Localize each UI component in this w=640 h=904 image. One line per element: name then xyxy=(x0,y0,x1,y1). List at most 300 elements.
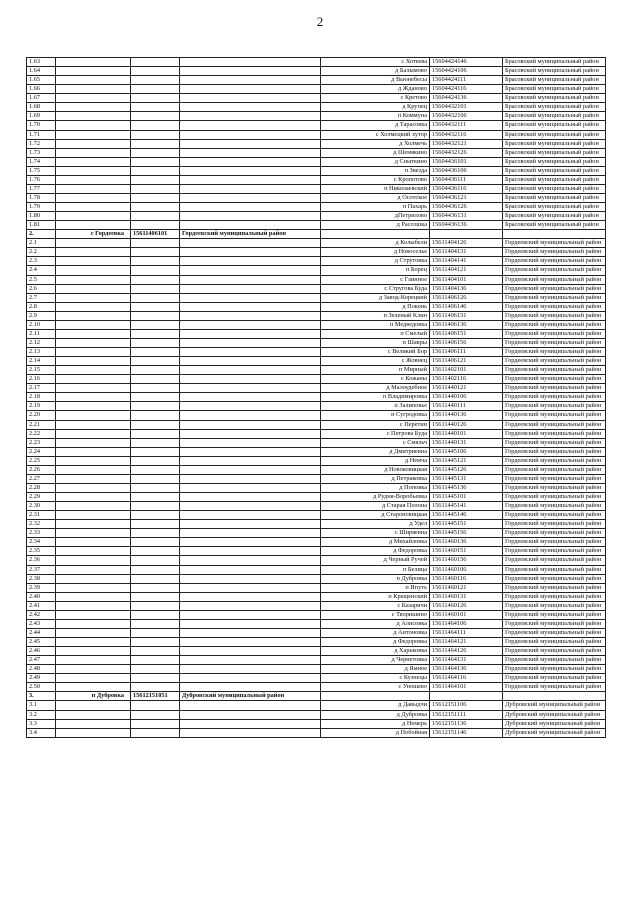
center-district-cell xyxy=(180,583,321,592)
center-oktmo-code-cell xyxy=(131,366,180,375)
center-oktmo-code-cell xyxy=(131,121,180,130)
center-oktmo-code-cell xyxy=(131,438,180,447)
center-oktmo-code-cell xyxy=(131,420,180,429)
settlement-name-cell: п Коммуна xyxy=(321,112,430,121)
center-oktmo-code-cell xyxy=(131,520,180,529)
center-oktmo-code-cell: 15611406101 xyxy=(131,230,180,239)
center-district-cell xyxy=(180,483,321,492)
center-oktmo-code-cell xyxy=(131,320,180,329)
settlement-oktmo-code-cell: 15612151146 xyxy=(430,728,503,737)
row-number-cell: 1.75 xyxy=(27,166,56,175)
table-row xyxy=(27,619,606,628)
center-settlement-cell xyxy=(56,239,131,248)
settlement-oktmo-code-cell: 15611464101 xyxy=(430,683,503,692)
table-row xyxy=(27,67,606,76)
center-district-cell: Гордеевский муниципальный район xyxy=(180,230,321,239)
center-settlement-cell xyxy=(56,103,131,112)
center-settlement-cell xyxy=(56,628,131,637)
settlement-name-cell: д Новоселье xyxy=(321,248,430,257)
settlement-oktmo-code-cell: 15611445156 xyxy=(430,529,503,538)
settlement-name-cell: п Шавры xyxy=(321,338,430,347)
settlement-oktmo-code-cell: 15612151136 xyxy=(430,719,503,728)
settlement-oktmo-code-cell: 15611464121 xyxy=(430,638,503,647)
settlement-oktmo-code-cell: 15611406146 xyxy=(430,302,503,311)
settlement-name-cell: с Смяльч xyxy=(321,438,430,447)
row-number-cell: 2.29 xyxy=(27,493,56,502)
center-oktmo-code-cell xyxy=(131,266,180,275)
center-oktmo-code-cell xyxy=(131,148,180,157)
settlement-name-cell: п Белица xyxy=(321,565,430,574)
settlement-district-cell: Брасовский муниципальный район xyxy=(503,148,606,157)
settlement-district-cell: Гордеевский муниципальный район xyxy=(503,284,606,293)
settlement-oktmo-code-cell: 15604432106 xyxy=(430,112,503,121)
center-settlement-cell xyxy=(56,58,131,67)
row-number-cell: 3. xyxy=(27,692,56,701)
settlement-district-cell: Брасовский муниципальный район xyxy=(503,193,606,202)
settlement-name-cell: д Михайловка xyxy=(321,538,430,547)
center-oktmo-code-cell xyxy=(131,184,180,193)
center-district-cell xyxy=(180,447,321,456)
table-row xyxy=(27,302,606,311)
row-number-cell: 2.36 xyxy=(27,556,56,565)
table-row xyxy=(27,348,606,357)
settlement-oktmo-code-cell: 15611460121 xyxy=(430,583,503,592)
center-oktmo-code-cell xyxy=(131,67,180,76)
settlement-oktmo-code-cell: 15611460106 xyxy=(430,565,503,574)
center-district-cell xyxy=(180,384,321,393)
center-district-cell xyxy=(180,67,321,76)
center-oktmo-code-cell xyxy=(131,493,180,502)
center-district-cell xyxy=(180,212,321,221)
settlement-oktmo-code-cell: 15611440111 xyxy=(430,402,503,411)
table-row xyxy=(27,601,606,610)
settlement-district-cell: Дубровский муниципальный район xyxy=(503,701,606,710)
table-row xyxy=(27,402,606,411)
settlement-district-cell: Брасовский муниципальный район xyxy=(503,166,606,175)
center-district-cell xyxy=(180,719,321,728)
center-settlement-cell xyxy=(56,619,131,628)
settlement-oktmo-code-cell: 15604436111 xyxy=(430,175,503,184)
row-number-cell: 2.34 xyxy=(27,538,56,547)
settlement-oktmo-code-cell: 15611402116 xyxy=(430,375,503,384)
center-oktmo-code-cell xyxy=(131,683,180,692)
settlement-name-cell: д Федоровка xyxy=(321,547,430,556)
center-settlement-cell xyxy=(56,529,131,538)
settlement-name-cell: д Сныткино xyxy=(321,157,430,166)
center-oktmo-code-cell xyxy=(131,157,180,166)
row-number-cell: 3.4 xyxy=(27,728,56,737)
center-oktmo-code-cell xyxy=(131,592,180,601)
settlement-oktmo-code-cell: 15611445126 xyxy=(430,465,503,474)
row-number-cell: 2.45 xyxy=(27,638,56,647)
center-district-cell xyxy=(180,565,321,574)
center-oktmo-code-cell xyxy=(131,193,180,202)
center-oktmo-code-cell xyxy=(131,547,180,556)
table-row xyxy=(27,293,606,302)
center-district-cell xyxy=(180,94,321,103)
settlement-oktmo-code-cell: 15611445101 xyxy=(430,493,503,502)
center-oktmo-code-cell xyxy=(131,248,180,257)
row-number-cell: 2.2 xyxy=(27,248,56,257)
center-oktmo-code-cell xyxy=(131,175,180,184)
settlement-name-cell: д Дмитриевна xyxy=(321,447,430,456)
center-district-cell xyxy=(180,266,321,275)
center-settlement-cell xyxy=(56,320,131,329)
table-row xyxy=(27,311,606,320)
table-section-row xyxy=(27,230,606,239)
center-settlement-cell xyxy=(56,465,131,474)
table-row xyxy=(27,520,606,529)
settlement-name-cell: с Глинное xyxy=(321,275,430,284)
center-settlement-cell xyxy=(56,420,131,429)
row-number-cell: 2.3 xyxy=(27,257,56,266)
settlement-district-cell: Гордеевский муниципальный район xyxy=(503,429,606,438)
settlement-name-cell: дПетрилово xyxy=(321,212,430,221)
settlement-district-cell: Брасовский муниципальный район xyxy=(503,130,606,139)
settlement-name-cell: п Медведовка xyxy=(321,320,430,329)
center-settlement-cell xyxy=(56,683,131,692)
center-settlement-cell xyxy=(56,511,131,520)
center-oktmo-code-cell xyxy=(131,329,180,338)
settlement-name-cell: с Петрова Буда xyxy=(321,429,430,438)
table-row xyxy=(27,257,606,266)
table-row xyxy=(27,556,606,565)
center-settlement-cell xyxy=(56,447,131,456)
settlement-district-cell: Гордеевский муниципальный район xyxy=(503,683,606,692)
settlement-oktmo-code-cell: 15611440126 xyxy=(430,420,503,429)
center-oktmo-code-cell xyxy=(131,275,180,284)
settlement-oktmo-code-cell: 15611404101 xyxy=(430,275,503,284)
center-district-cell xyxy=(180,529,321,538)
center-oktmo-code-cell xyxy=(131,311,180,320)
settlement-oktmo-code-cell: 15611445136 xyxy=(430,483,503,492)
center-oktmo-code-cell xyxy=(131,130,180,139)
table-row xyxy=(27,375,606,384)
center-district-cell xyxy=(180,284,321,293)
settlement-oktmo-code-cell: 15604432121 xyxy=(430,139,503,148)
table-row xyxy=(27,574,606,583)
settlement-district-cell: Гордеевский муниципальный район xyxy=(503,592,606,601)
row-number-cell: 2.35 xyxy=(27,547,56,556)
settlement-oktmo-code-cell: 15611464111 xyxy=(430,628,503,637)
center-district-cell xyxy=(180,221,321,230)
center-settlement-cell xyxy=(56,157,131,166)
settlement-name-cell: с Казаричи xyxy=(321,601,430,610)
settlement-district-cell: Гордеевский муниципальный район xyxy=(503,311,606,320)
settlement-district-cell: Дубровский муниципальный район xyxy=(503,719,606,728)
settlement-name-cell: д Дубровка xyxy=(321,710,430,719)
row-number-cell: 2.5 xyxy=(27,275,56,284)
settlement-name-cell: с Холмецкий хутор xyxy=(321,130,430,139)
table-row xyxy=(27,511,606,520)
row-number-cell: 2.37 xyxy=(27,565,56,574)
settlement-district-cell: Гордеевский муниципальный район xyxy=(503,547,606,556)
settlement-name-cell: д Антоновка xyxy=(321,628,430,637)
settlement-district-cell: Гордеевский муниципальный район xyxy=(503,302,606,311)
settlement-district-cell: Гордеевский муниципальный район xyxy=(503,674,606,683)
row-number-cell: 2.25 xyxy=(27,456,56,465)
table-row xyxy=(27,665,606,674)
row-number-cell: 1.63 xyxy=(27,58,56,67)
settlement-oktmo-code-cell: 15611440136 xyxy=(430,411,503,420)
row-number-cell: 2.39 xyxy=(27,583,56,592)
row-number-cell: 2.14 xyxy=(27,357,56,366)
center-district-cell xyxy=(180,275,321,284)
center-oktmo-code-cell xyxy=(131,456,180,465)
table-row xyxy=(27,121,606,130)
settlement-name-cell: д Староновицкая xyxy=(321,511,430,520)
settlement-oktmo-code-cell: 15611406121 xyxy=(430,357,503,366)
settlement-district-cell: Брасовский муниципальный район xyxy=(503,175,606,184)
row-number-cell: 2. xyxy=(27,230,56,239)
settlement-name-cell: с Великий Бор xyxy=(321,348,430,357)
settlement-district-cell: Гордеевский муниципальный район xyxy=(503,438,606,447)
settlement-oktmo-code-cell: 15604436131 xyxy=(430,212,503,221)
settlement-oktmo-code-cell: 15611460116 xyxy=(430,574,503,583)
center-oktmo-code-cell xyxy=(131,565,180,574)
settlement-oktmo-code-cell: 15611460156 xyxy=(430,556,503,565)
settlement-district-cell: Гордеевский муниципальный район xyxy=(503,656,606,665)
table-row xyxy=(27,248,606,257)
settlement-oktmo-code-cell: 15604424111 xyxy=(430,76,503,85)
settlement-district-cell: Гордеевский муниципальный район xyxy=(503,538,606,547)
table-row xyxy=(27,656,606,665)
settlement-oktmo-code-cell: 15611406136 xyxy=(430,320,503,329)
table-row xyxy=(27,393,606,402)
table-row xyxy=(27,130,606,139)
settlement-name-cell: с Уношево xyxy=(321,683,430,692)
center-settlement-cell xyxy=(56,565,131,574)
settlement-district-cell: Гордеевский муниципальный район xyxy=(503,465,606,474)
center-settlement-cell xyxy=(56,311,131,320)
row-number-cell: 2.32 xyxy=(27,520,56,529)
row-number-cell: 2.49 xyxy=(27,674,56,683)
center-district-cell xyxy=(180,656,321,665)
table-row xyxy=(27,610,606,619)
settlement-oktmo-code-cell: 15611460131 xyxy=(430,592,503,601)
settlement-district-cell: Гордеевский муниципальный район xyxy=(503,411,606,420)
row-number-cell: 2.8 xyxy=(27,302,56,311)
row-number-cell: 2.23 xyxy=(27,438,56,447)
center-oktmo-code-cell xyxy=(131,411,180,420)
settlement-oktmo-code-cell: 15604424146 xyxy=(430,58,503,67)
settlement-oktmo-code-cell: 15604436106 xyxy=(430,166,503,175)
settlement-district-cell: Гордеевский муниципальный район xyxy=(503,248,606,257)
center-district-cell xyxy=(180,320,321,329)
row-number-cell: 1.66 xyxy=(27,85,56,94)
center-settlement-cell xyxy=(56,592,131,601)
center-oktmo-code-cell xyxy=(131,574,180,583)
settlement-oktmo-code-cell: 15604424106 xyxy=(430,67,503,76)
settlement-district-cell: Гордеевский муниципальный район xyxy=(503,483,606,492)
row-number-cell: 2.22 xyxy=(27,429,56,438)
settlement-oktmo-code-cell: 15611445106 xyxy=(430,447,503,456)
table-section-row xyxy=(27,692,606,701)
settlement-district-cell: Гордеевский муниципальный район xyxy=(503,257,606,266)
center-oktmo-code-cell xyxy=(131,583,180,592)
center-settlement-cell: с Гордеевка xyxy=(56,230,131,239)
row-number-cell: 1.68 xyxy=(27,103,56,112)
center-settlement-cell xyxy=(56,429,131,438)
center-settlement-cell xyxy=(56,76,131,85)
center-oktmo-code-cell xyxy=(131,348,180,357)
center-settlement-cell xyxy=(56,212,131,221)
center-district-cell xyxy=(180,239,321,248)
center-district-cell xyxy=(180,628,321,637)
settlement-oktmo-code-cell: 15611464131 xyxy=(430,656,503,665)
row-number-cell: 1.71 xyxy=(27,130,56,139)
row-number-cell: 2.18 xyxy=(27,393,56,402)
settlement-district-cell: Гордеевский муниципальный район xyxy=(503,529,606,538)
row-number-cell: 2.1 xyxy=(27,239,56,248)
center-settlement-cell xyxy=(56,112,131,121)
center-settlement-cell xyxy=(56,583,131,592)
settlement-district-cell xyxy=(503,692,606,701)
center-oktmo-code-cell xyxy=(131,465,180,474)
center-oktmo-code-cell xyxy=(131,610,180,619)
settlement-oktmo-code-cell: 15611440121 xyxy=(430,384,503,393)
center-oktmo-code-cell xyxy=(131,112,180,121)
settlement-name-cell: д Завод-Корецкий xyxy=(321,293,430,302)
row-number-cell: 2.10 xyxy=(27,320,56,329)
center-district-cell xyxy=(180,139,321,148)
center-settlement-cell xyxy=(56,193,131,202)
center-district-cell xyxy=(180,184,321,193)
settlement-district-cell: Брасовский муниципальный район xyxy=(503,184,606,193)
row-number-cell: 3.3 xyxy=(27,719,56,728)
center-settlement-cell xyxy=(56,366,131,375)
settlement-name-cell: д Поконь xyxy=(321,302,430,311)
settlement-oktmo-code-cell: 15604436121 xyxy=(430,193,503,202)
center-district-cell xyxy=(180,402,321,411)
settlement-oktmo-code-cell: 15604432116 xyxy=(430,130,503,139)
row-number-cell: 2.42 xyxy=(27,610,56,619)
settlement-name-cell: п Владимировка xyxy=(321,393,430,402)
center-oktmo-code-cell xyxy=(131,474,180,483)
center-oktmo-code-cell xyxy=(131,647,180,656)
center-oktmo-code-cell xyxy=(131,85,180,94)
settlement-district-cell: Гордеевский муниципальный район xyxy=(503,402,606,411)
row-number-cell: 1.70 xyxy=(27,121,56,130)
settlement-oktmo-code-cell: 15611402101 xyxy=(430,366,503,375)
settlement-oktmo-code-cell: 15611445151 xyxy=(430,520,503,529)
settlement-oktmo-code-cell: 15611460151 xyxy=(430,547,503,556)
settlement-name-cell: д Рассошка xyxy=(321,221,430,230)
center-district-cell xyxy=(180,112,321,121)
center-district-cell xyxy=(180,592,321,601)
center-oktmo-code-cell xyxy=(131,103,180,112)
settlement-name-cell: д Немерь xyxy=(321,719,430,728)
settlement-name-cell: д Тарасовка xyxy=(321,121,430,130)
settlement-name-cell: д Ямное xyxy=(321,665,430,674)
table-row xyxy=(27,701,606,710)
center-settlement-cell xyxy=(56,538,131,547)
center-district-cell xyxy=(180,203,321,212)
settlement-name-cell: д Федоровка xyxy=(321,638,430,647)
settlement-name-cell: с Кожаны xyxy=(321,375,430,384)
settlement-oktmo-code-cell: 15612151106 xyxy=(430,701,503,710)
row-number-cell: 2.38 xyxy=(27,574,56,583)
settlement-oktmo-code-cell: 15611404121 xyxy=(430,266,503,275)
table-row xyxy=(27,239,606,248)
row-number-cell: 1.76 xyxy=(27,175,56,184)
settlement-district-cell: Гордеевский муниципальный район xyxy=(503,293,606,302)
center-district-cell xyxy=(180,166,321,175)
center-oktmo-code-cell xyxy=(131,257,180,266)
center-district-cell xyxy=(180,357,321,366)
settlement-oktmo-code-cell: 15604436126 xyxy=(430,203,503,212)
center-oktmo-code-cell xyxy=(131,94,180,103)
center-district-cell xyxy=(180,429,321,438)
center-settlement-cell xyxy=(56,411,131,420)
center-district-cell xyxy=(180,193,321,202)
settlement-district-cell: Гордеевский муниципальный район xyxy=(503,456,606,465)
center-district-cell xyxy=(180,58,321,67)
settlement-name-cell: п Ипуть xyxy=(321,583,430,592)
center-district-cell xyxy=(180,420,321,429)
table-row xyxy=(27,384,606,393)
settlement-name-cell: с Струговa Буда xyxy=(321,284,430,293)
settlement-district-cell: Гордеевский муниципальный район xyxy=(503,610,606,619)
center-settlement-cell xyxy=(56,520,131,529)
table-row xyxy=(27,493,606,502)
settlement-name-cell: д Черный Ручей xyxy=(321,556,430,565)
row-number-cell: 2.12 xyxy=(27,338,56,347)
table-row xyxy=(27,429,606,438)
settlement-name-cell: п Дубровка xyxy=(321,574,430,583)
center-oktmo-code-cell xyxy=(131,302,180,311)
settlement-name-cell: д Струговка xyxy=(321,257,430,266)
settlement-oktmo-code-cell: 15611445146 xyxy=(430,511,503,520)
center-settlement-cell xyxy=(56,338,131,347)
table-row xyxy=(27,529,606,538)
center-settlement-cell xyxy=(56,139,131,148)
settlement-district-cell: Гордеевский муниципальный район xyxy=(503,348,606,357)
settlement-name-cell: д Поповка xyxy=(321,483,430,492)
center-settlement-cell xyxy=(56,601,131,610)
table-row xyxy=(27,583,606,592)
center-district-cell xyxy=(180,619,321,628)
row-number-cell: 2.30 xyxy=(27,502,56,511)
center-district-cell: Дубровский муниципальный район xyxy=(180,692,321,701)
center-settlement-cell xyxy=(56,148,131,157)
center-oktmo-code-cell xyxy=(131,638,180,647)
settlement-name-cell: д Давыдчи xyxy=(321,701,430,710)
center-settlement-cell xyxy=(56,710,131,719)
settlement-oktmo-code-cell: 15611404131 xyxy=(430,248,503,257)
center-settlement-cell xyxy=(56,638,131,647)
center-settlement-cell xyxy=(56,647,131,656)
settlement-district-cell: Гордеевский муниципальный район xyxy=(503,565,606,574)
settlement-oktmo-code-cell: 15611406126 xyxy=(430,293,503,302)
center-oktmo-code-cell xyxy=(131,212,180,221)
settlement-district-cell: Брасовский муниципальный район xyxy=(503,67,606,76)
center-district-cell xyxy=(180,302,321,311)
settlement-name-cell: д Харьковка xyxy=(321,647,430,656)
settlement-oktmo-code-cell: 15604432101 xyxy=(430,103,503,112)
settlement-district-cell: Брасовский муниципальный район xyxy=(503,203,606,212)
center-settlement-cell xyxy=(56,375,131,384)
settlement-name-cell: д Жданово xyxy=(321,85,430,94)
table-row xyxy=(27,148,606,157)
settlement-oktmo-code-cell: 15611464116 xyxy=(430,674,503,683)
settlement-district-cell: Брасовский муниципальный район xyxy=(503,76,606,85)
center-district-cell xyxy=(180,474,321,483)
row-number-cell: 3.2 xyxy=(27,710,56,719)
row-number-cell: 2.27 xyxy=(27,474,56,483)
settlement-district-cell: Гордеевский муниципальный район xyxy=(503,474,606,483)
row-number-cell: 1.74 xyxy=(27,157,56,166)
